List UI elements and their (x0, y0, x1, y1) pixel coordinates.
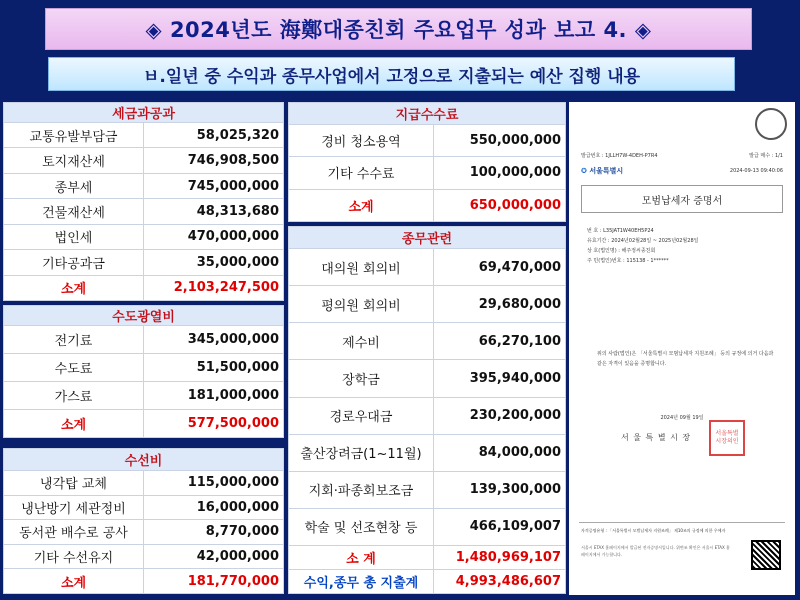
official-seal (709, 420, 745, 456)
row-label: 종부세 (4, 173, 144, 198)
subtotal-label: 소계 (4, 569, 144, 594)
row-label: 경로우대금 (289, 397, 434, 434)
tax-table (3, 102, 284, 301)
row-value: 42,000,000 (144, 544, 284, 569)
row-label: 가스료 (4, 382, 144, 410)
row-value: 466,109,007 (434, 508, 566, 545)
row-value: 470,000,000 (144, 224, 284, 249)
mayor-name: 서 울 특 별 시 장 (621, 433, 692, 442)
subtotal-value: 2,103,247,500 (144, 275, 284, 300)
certificate-body: 위의 사람(법인)은 「서울특별시 모범납세자 지원조례」 등의 규정에 의거 다음과 같은 자격이 있음을 증명합니다. (597, 351, 774, 367)
row-value: 8,770,000 (144, 520, 284, 545)
row-label: 장학금 (289, 360, 434, 397)
row-label: 지회·파종회보조금 (289, 471, 434, 508)
row-label: 학술 및 선조현창 등 (289, 508, 434, 545)
certificate-fields (587, 226, 782, 266)
row-label: 교통유발부담금 (4, 123, 144, 148)
row-label: 기타 수수료 (289, 157, 434, 189)
issuer-logo (581, 166, 623, 176)
row-value: 58,025,320 (144, 123, 284, 148)
row-value: 69,470,000 (434, 249, 566, 286)
doc-number: 발급번호 : 1JLLH7W-4DEH-P7R4 (581, 153, 658, 159)
row-label: 냉난방기 세관정비 (4, 495, 144, 520)
seal-text: 서울특별시장의인 (715, 430, 739, 445)
fee-header: 지급수수료 (289, 103, 566, 125)
row-value: 395,940,000 (434, 360, 566, 397)
fee-table (288, 102, 566, 222)
row-value: 51,500,000 (144, 354, 284, 382)
field-row: 상 호(법인명) : 해주정씨종친회 (587, 248, 656, 254)
issuer-name: 서울특별시 (589, 167, 624, 175)
row-value: 100,000,000 (434, 157, 566, 189)
subtotal-value: 577,500,000 (144, 410, 284, 438)
issue-datetime: 2024-09-13 09:40:06 (729, 168, 783, 174)
subtotal-label: 소계 (289, 189, 434, 221)
field-row: 번 호 : L35JAT1W40EH5P24 (587, 228, 654, 234)
certificate-date: 2024년 09월 19일 (660, 415, 704, 421)
row-label: 기타공과금 (4, 250, 144, 275)
grand-total-value: 4,993,486,607 (434, 570, 566, 594)
page-subtitle: ㅂ.일년 중 수익과 종무사업에서 고정으로 지출되는 예산 집행 내용 (48, 57, 735, 91)
row-label: 동서관 배수로 공사 (4, 520, 144, 545)
repair-header: 수선비 (4, 449, 284, 471)
certificate-footer-note: 자격증명유형 : 「서울특별시 모범납세자 지원조례」 제10조의 규정에 의한 우에자 (581, 528, 726, 533)
row-label: 건물재산세 (4, 199, 144, 224)
subtotal-value: 1,480,969,107 (434, 546, 566, 570)
grand-total-label: 수익,종무 총 지출계 (289, 570, 434, 594)
field-row: 유효기간 : 2024년02월28일 ~ 2025년02월28일 (587, 238, 699, 244)
seoul-icon: ✪ (581, 167, 587, 175)
row-value: 746,908,500 (144, 148, 284, 173)
row-label: 전기료 (4, 326, 144, 354)
certificate-footer-line (579, 522, 785, 523)
subtotal-value: 650,000,000 (434, 189, 566, 221)
tax-certificate (569, 102, 795, 595)
row-value: 84,000,000 (434, 434, 566, 471)
row-value: 745,000,000 (144, 173, 284, 198)
utility-table (3, 305, 284, 438)
row-label: 토지재산세 (4, 148, 144, 173)
certificate-emblem (755, 108, 787, 140)
row-label: 수도료 (4, 354, 144, 382)
row-value: 66,270,100 (434, 323, 566, 360)
qr-code (751, 540, 781, 570)
tax-header: 세금과공과 (4, 103, 284, 123)
row-label: 법인세 (4, 224, 144, 249)
row-value: 139,300,000 (434, 471, 566, 508)
row-label: 대의원 회의비 (289, 249, 434, 286)
row-label: 냉각탑 교체 (4, 471, 144, 496)
subtotal-label: 소 계 (289, 546, 434, 570)
field-row: 주 민(법인)번호 : 115138 - 1****** (587, 258, 669, 264)
row-value: 345,000,000 (144, 326, 284, 354)
row-label: 출산장려금(1~11월) (289, 434, 434, 471)
page-count: 발급 매수 : 1/1 (749, 153, 783, 159)
certificate-title: 모범납세자 증명서 (641, 195, 723, 207)
clan-header: 종무관련 (289, 227, 566, 249)
certificate-fine-print: 서울시 ETAX 홈페이지에서 발급된 전자증명서입니다. 위변조 확인은 서울시 ETAX 홈페이지에서 가능합니다. (581, 545, 730, 557)
row-value: 230,200,000 (434, 397, 566, 434)
row-value: 48,313,680 (144, 199, 284, 224)
clan-table (288, 226, 566, 594)
subtotal-value: 181,770,000 (144, 569, 284, 594)
row-label: 기타 수선유지 (4, 544, 144, 569)
row-value: 550,000,000 (434, 125, 566, 157)
row-value: 115,000,000 (144, 471, 284, 496)
utility-header: 수도광열비 (4, 306, 284, 326)
page-title: ◈ 2024년도 海鄭대종친회 주요업무 성과 보고 4. ◈ (45, 8, 752, 50)
row-label: 제수비 (289, 323, 434, 360)
repair-table (3, 448, 284, 594)
row-value: 29,680,000 (434, 286, 566, 323)
subtotal-label: 소계 (4, 410, 144, 438)
row-label: 평의원 회의비 (289, 286, 434, 323)
row-value: 16,000,000 (144, 495, 284, 520)
row-value: 181,000,000 (144, 382, 284, 410)
certificate-title-box (581, 185, 783, 213)
subtotal-label: 소계 (4, 275, 144, 300)
row-value: 35,000,000 (144, 250, 284, 275)
row-label: 경비 청소용역 (289, 125, 434, 157)
